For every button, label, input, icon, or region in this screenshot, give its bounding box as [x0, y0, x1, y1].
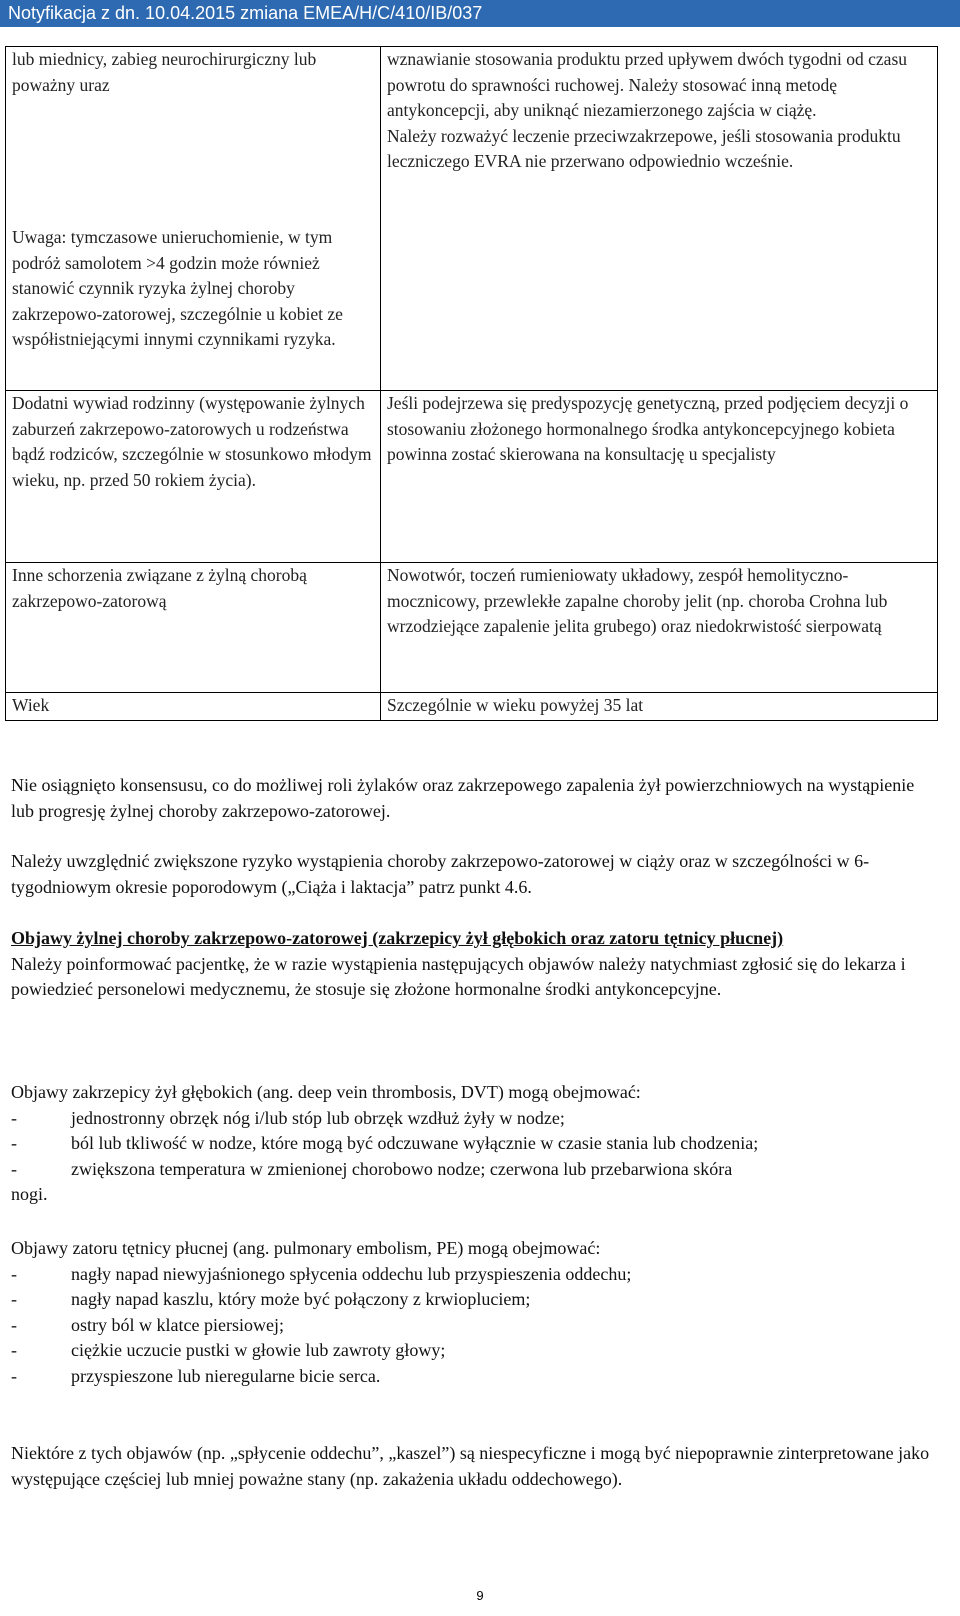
- list-item: [11, 1157, 941, 1183]
- dvt-tail: nogi.: [11, 1184, 48, 1204]
- list-item-text: ból lub tkliwość w nodze, które mogą być odczuwane wyłącznie w czasie stania lub chodzenia;: [71, 1133, 759, 1153]
- table-row: [6, 391, 938, 563]
- cell-text: Uwaga: tymczasowe unieruchomienie, w tym podróż samolotem >4 godzin może również stanowić czynnik ryzyka żylnej choroby zakrzepowo-zatorowej, szczególnie u kobiet ze współistniejącymi innymi czynnikami ryzyka.: [12, 227, 343, 349]
- paragraph-nonspecific: [11, 1441, 941, 1492]
- list-item: [11, 1287, 941, 1313]
- cell-text: Należy rozważyć leczenie przeciwzakrzepowe, jeśli stosowania produktu leczniczego EVRA nie przerwano odpowiednio wcześnie.: [387, 125, 901, 171]
- symptoms-section: [11, 926, 941, 1003]
- cell-text: Wiek: [12, 695, 50, 715]
- table-cell: [6, 693, 381, 721]
- list-item: [11, 1131, 941, 1157]
- list-item-text: zwiększona temperatura w zmienionej chorobowo nodze; czerwona lub przebarwiona skóra: [71, 1158, 733, 1179]
- list-item: [11, 1313, 941, 1339]
- pe-symptoms: [11, 1236, 941, 1389]
- list-item-text: nagły napad kaszlu, który może być połączony z krwiopluciem;: [71, 1289, 531, 1309]
- table-cell: [381, 391, 938, 563]
- list-dash: -: [11, 1263, 17, 1284]
- paragraph-text: Należy poinformować pacjentkę, że w razie wystąpienia następujących objawów należy natychmiast zgłosić się do lekarza i powiedzieć personelowi medycznemu, że stosuje się złożone hormonalne środki antykoncepcyjne.: [11, 953, 906, 999]
- list-item-text: ciężkie uczucie pustki w głowie lub zawroty głowy;: [71, 1340, 446, 1360]
- table-cell: [381, 563, 938, 693]
- table-cell: [381, 693, 938, 721]
- table-row: [6, 47, 938, 391]
- paragraph-pregnancy: [11, 849, 941, 900]
- paragraph-varicose: [11, 773, 941, 824]
- page-number: 9: [476, 1588, 484, 1603]
- list-item-text: nagły napad niewyjaśnionego spłycenia oddechu lub przyspieszenia oddechu;: [71, 1263, 632, 1284]
- list-item-text: ostry ból w klatce piersiowej;: [71, 1314, 284, 1335]
- list-item: [11, 1338, 941, 1364]
- table-row: [6, 563, 938, 693]
- document-header: [0, 0, 960, 27]
- cell-text: Dodatni wywiad rodzinny (występowanie żylnych zaburzeń zakrzepowo-zatorowych u rodzeństwa bądź rodziców, szczególnie w stosunkowo młodym wieku, np. przed 50 rokiem życia).: [12, 393, 372, 490]
- list-dash: -: [11, 1365, 17, 1386]
- list-dash: -: [11, 1340, 17, 1360]
- list-item-text: przyspieszone lub nieregularne bicie serca.: [71, 1365, 381, 1386]
- cell-text: lub miednicy, zabieg neurochirurgiczny lub poważny uraz: [12, 49, 317, 95]
- cell-text: Szczególnie w wieku powyżej 35 lat: [387, 695, 644, 715]
- cell-text: wznawianie stosowania produktu przed upływem dwóch tygodni od czasu powrotu do sprawności ruchowej. Należy stosować inną metodę antykoncepcji, aby uniknąć niezamierzonego zajścia w ciążę.: [387, 49, 908, 120]
- cell-text: Inne schorzenia związane z żylną chorobą zakrzepowo-zatorową: [12, 565, 307, 611]
- pe-intro: Objawy zatoru tętnicy płucnej (ang. pulmonary embolism, PE) mogą obejmować:: [11, 1238, 601, 1258]
- table-cell: [6, 391, 381, 563]
- table-row: [6, 693, 938, 721]
- paragraph-text: Należy uwzględnić zwiększone ryzyko wystąpienia choroby zakrzepowo-zatorowej w ciąży oraz w szczególności w 6-tygodniowym okresie poporodowym („Ciąża i laktacja” patrz punkt 4.6.: [11, 851, 870, 897]
- list-dash: -: [11, 1314, 17, 1335]
- dvt-intro: Objawy zakrzepicy żył głębokich (ang. deep vein thrombosis, DVT) mogą obejmować:: [11, 1082, 641, 1102]
- list-dash: -: [11, 1133, 17, 1153]
- table-cell: [6, 563, 381, 693]
- list-dash: -: [11, 1289, 17, 1309]
- paragraph-text: Niektóre z tych objawów (np. „spłycenie oddechu”, „kaszel”) są niespecyficzne i mogą być niepoprawnie zinterpretowane jako występujące częściej lub mniej poważne stany (np. zakażenia układu oddechowego).: [11, 1443, 930, 1489]
- list-item: [11, 1364, 941, 1390]
- table-cell: [381, 47, 938, 391]
- list-dash: -: [11, 1158, 17, 1179]
- section-heading: Objawy żylnej choroby zakrzepowo-zatorowej (zakrzepicy żył głębokich oraz zatoru tętnicy płucnej): [11, 928, 784, 948]
- list-item: [11, 1262, 941, 1288]
- list-item: [11, 1106, 941, 1132]
- paragraph-text: Nie osiągnięto konsensusu, co do możliwej roli żylaków oraz zakrzepowego zapalenia żył powierzchniowych na wystąpienie lub progresję żylnej choroby zakrzepowo-zatorowej.: [11, 775, 915, 821]
- cell-text: Nowotwór, toczeń rumieniowaty układowy, zespół hemolityczno-mocznicowy, przewlekłe zapalne choroby jelit (np. choroba Crohna lub wrzodziejące zapalenie jelita grubego) oraz niedokrwistość sierpowatą: [387, 565, 888, 636]
- list-dash: -: [11, 1107, 17, 1128]
- risk-factors-table: [5, 46, 938, 721]
- dvt-symptoms: [11, 1080, 941, 1208]
- cell-text: Jeśli podejrzewa się predyspozycję genetyczną, przed podjęciem decyzji o stosowaniu złożonego hormonalnego środka antykoncepcyjnego kobieta powinna zostać skierowana na konsultację u specjalisty: [387, 393, 909, 464]
- header-title: Notyfikacja z dn. 10.04.2015 zmiana EMEA/H/C/410/IB/037: [8, 3, 483, 23]
- table-cell: [6, 47, 381, 391]
- list-item-text: jednostronny obrzęk nóg i/lub stóp lub obrzęk wzdłuż żyły w nodze;: [71, 1107, 565, 1128]
